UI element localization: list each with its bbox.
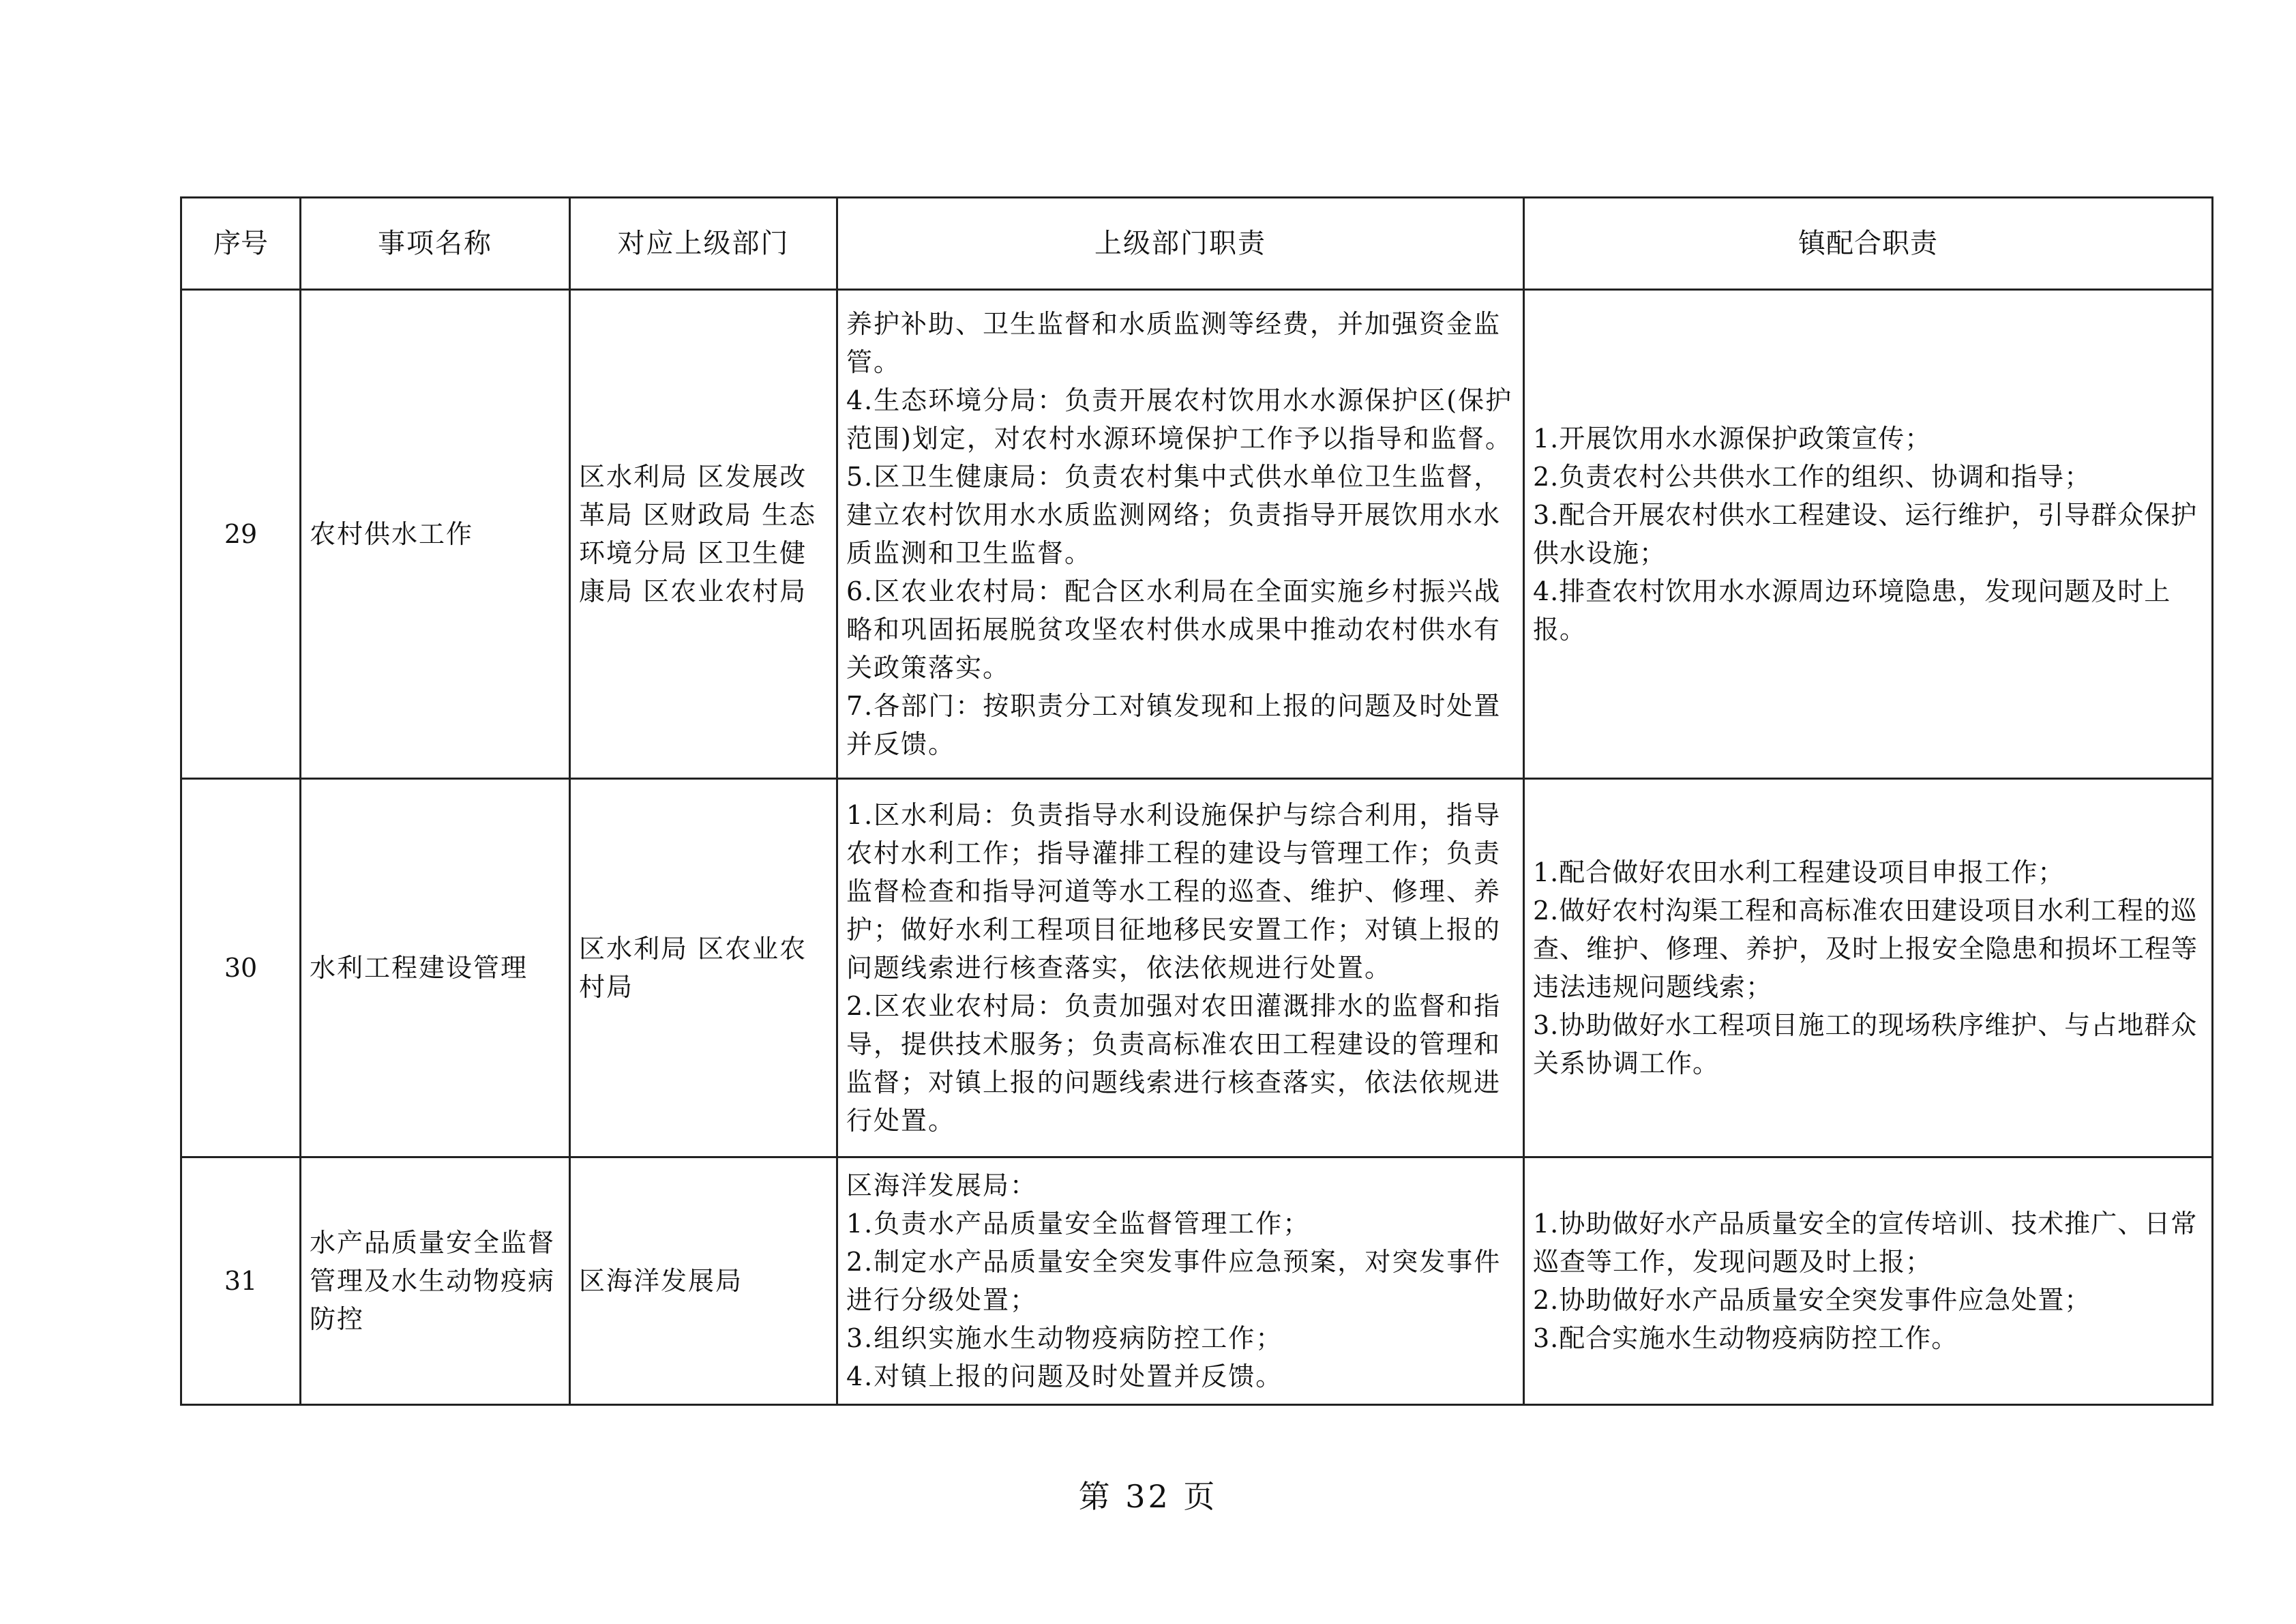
item-name-cell: 农村供水工作 (301, 290, 570, 779)
table-row (181, 290, 2213, 779)
duty-line: 1.负责水产品质量安全监督管理工作； (846, 1209, 1311, 1239)
duty-line: 1.协助做好水产品质量安全的宣传培训、技术推广、日常巡查等工作，发现问题及时上报； (1533, 1209, 2198, 1277)
serial-number-cell: 30 (181, 779, 301, 1157)
duty-line: 2.区农业农村局：负责加强对农田灌溉排水的监督和指导，提供技术服务；负责高标准农田工程建设的管理和监督；对镇上报的问题线索进行核查落实，依法依规进行处置。 (846, 991, 1502, 1136)
department-cell: 区海洋发展局 (570, 1157, 837, 1405)
page-number: 第 32 页 (1078, 1478, 1218, 1515)
duty-line: 养护补助、卫生监督和水质监测等经费，并加强资金监管。 (846, 309, 1502, 377)
header-town-duties: 镇配合职责 (1524, 198, 2213, 290)
town-duties-cell (1524, 779, 2213, 1157)
duty-line: 4.排查农村饮用水水源周边环境隐患，发现问题及时上报。 (1533, 576, 2171, 645)
responsibility-table (180, 196, 2213, 1406)
header-row (181, 198, 2213, 290)
duty-line: 7.各部门：按职责分工对镇发现和上报的问题及时处置并反馈。 (846, 691, 1502, 759)
superior-duties-cell (837, 290, 1524, 779)
duty-line: 2.负责农村公共供水工作的组织、协调和指导； (1533, 462, 2091, 492)
duty-line: 5.区卫生健康局：负责农村集中式供水单位卫生监督，建立农村饮用水水质监测网络；负责指导开展饮用水水质监测和卫生监督。 (846, 462, 1502, 568)
item-name-cell: 水产品质量安全监督管理及水生动物疫病防控 (301, 1157, 570, 1405)
duty-line: 2.协助做好水产品质量安全突发事件应急处置； (1533, 1285, 2091, 1315)
header-superior-duties: 上级部门职责 (837, 198, 1524, 290)
duty-line: 3.配合开展农村供水工程建设、运行维护，引导群众保护供水设施； (1533, 500, 2198, 568)
duty-line: 1.配合做好农田水利工程建设项目申报工作； (1533, 857, 2065, 887)
table-body (181, 290, 2213, 1405)
duty-line: 2.制定水产品质量安全突发事件应急预案，对突发事件进行分级处置； (846, 1247, 1502, 1315)
department-cell: 区水利局 区农业农村局 (570, 779, 837, 1157)
duty-line: 3.组织实施水生动物疫病防控工作； (846, 1323, 1283, 1353)
table-row (181, 779, 2213, 1157)
duty-line: 4.对镇上报的问题及时处置并反馈。 (846, 1361, 1283, 1391)
duty-line: 区海洋发展局： (846, 1170, 1038, 1200)
duty-line: 2.做好农村沟渠工程和高标准农田建设项目水利工程的巡查、维护、修理、养护，及时上报安全隐患和损坏工程等违法违规问题线索； (1533, 896, 2198, 1002)
header-superior-department: 对应上级部门 (570, 198, 837, 290)
serial-number-cell: 29 (181, 290, 301, 779)
header-serial-number: 序号 (181, 198, 301, 290)
item-name-cell: 水利工程建设管理 (301, 779, 570, 1157)
table-row (181, 1157, 2213, 1405)
header-item-name: 事项名称 (301, 198, 570, 290)
duty-line: 1.开展饮用水水源保护政策宣传； (1533, 424, 1932, 454)
duty-line: 6.区农业农村局：配合区水利局在全面实施乡村振兴战略和巩固拓展脱贫攻坚农村供水成果中推动农村供水有关政策落实。 (846, 576, 1502, 683)
duty-line: 3.配合实施水生动物疫病防控工作。 (1533, 1323, 1958, 1353)
town-duties-cell (1524, 290, 2213, 779)
serial-number-cell: 31 (181, 1157, 301, 1405)
duty-line: 1.区水利局：负责指导水利设施保护与综合利用，指导农村水利工作；指导灌排工程的建设与管理工作；负责监督检查和指导河道等水工程的巡查、维护、修理、养护；做好水利工程项目征地移民安置工作；对镇上报的问题线索进行核查落实，依法依规进行处置。 (846, 800, 1502, 983)
town-duties-cell (1524, 1157, 2213, 1405)
department-cell: 区水利局 区发展改革局 区财政局 生态环境分局 区卫生健康局 区农业农村局 (570, 290, 837, 779)
superior-duties-cell (837, 779, 1524, 1157)
table-header (181, 198, 2213, 290)
duty-line: 3.协助做好水工程项目施工的现场秩序维护、与占地群众关系协调工作。 (1533, 1010, 2198, 1078)
duty-line: 4.生态环境分局：负责开展农村饮用水水源保护区(保护范围)划定，对农村水源环境保护工作予以指导和监督。 (846, 385, 1513, 454)
superior-duties-cell (837, 1157, 1524, 1405)
